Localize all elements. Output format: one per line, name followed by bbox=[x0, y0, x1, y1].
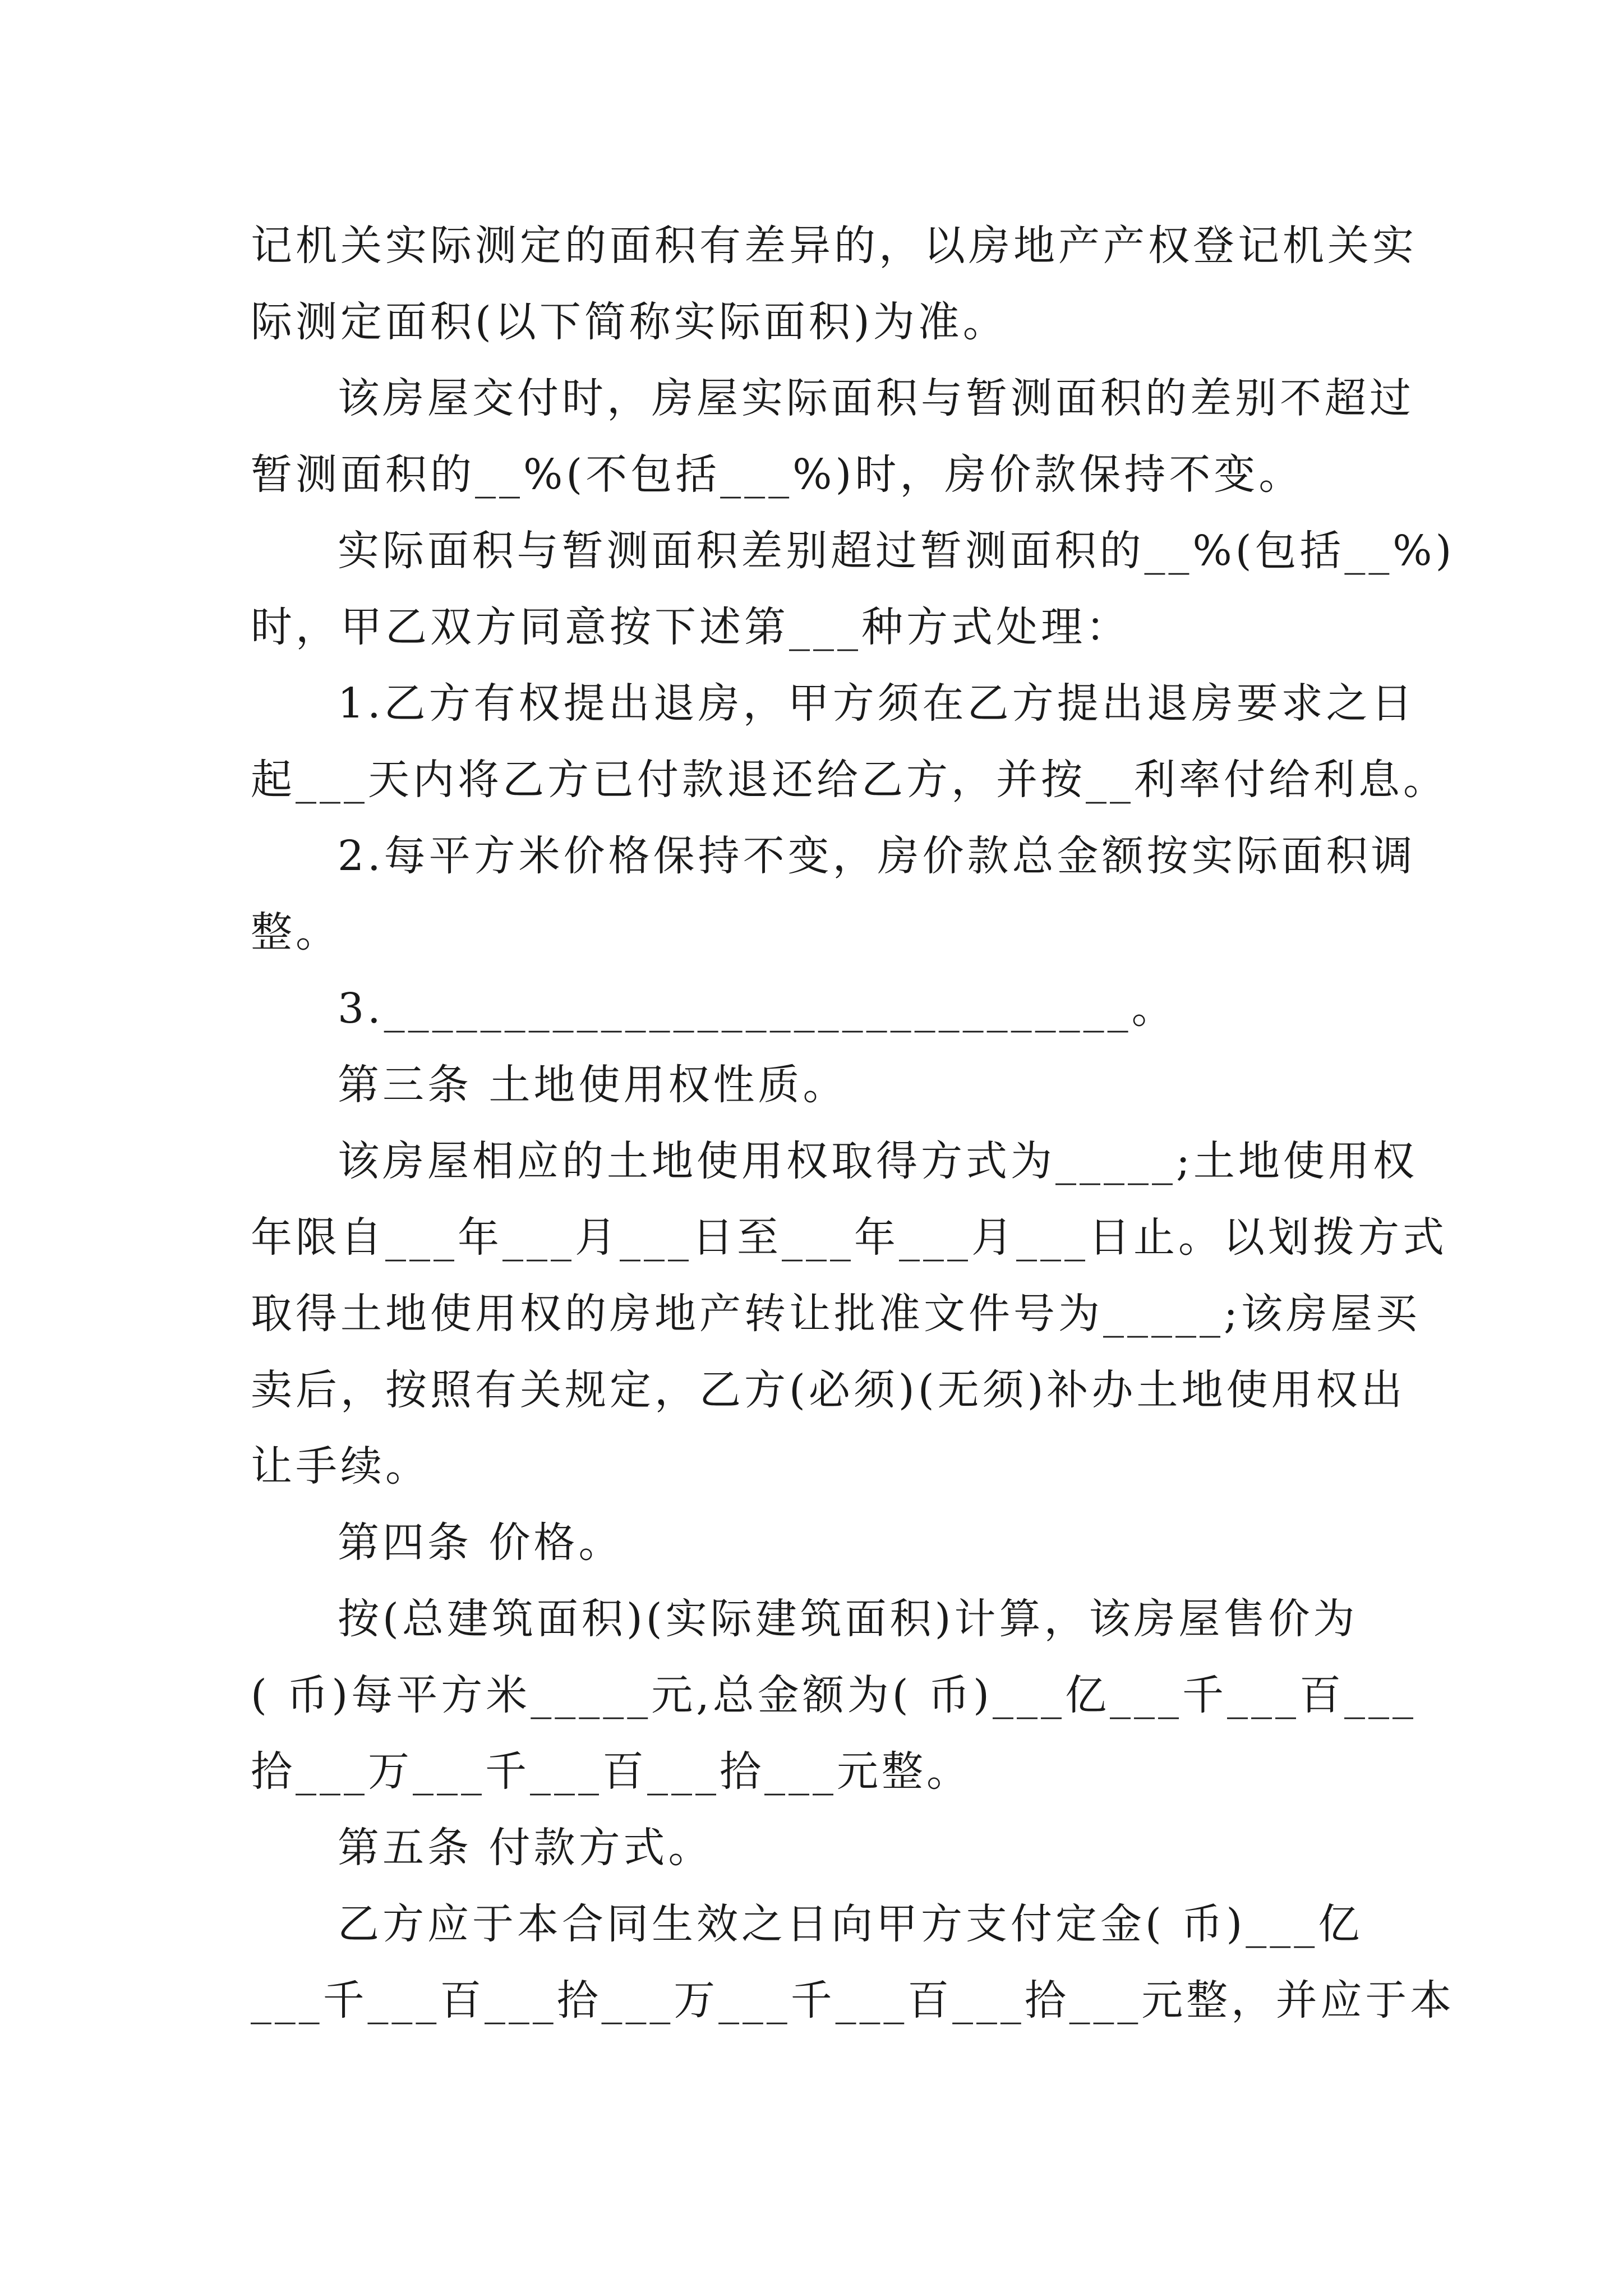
section-heading: 第三条 土地使用权性质。 bbox=[338, 1061, 848, 1109]
text-line: 1.乙方有权提出退房，甲方须在乙方提出退房要求之日 bbox=[338, 679, 1416, 728]
text-line: 3._______________________________。 bbox=[338, 984, 1177, 1033]
text-line: ( 币)每平方米_____元,总金额为( 币)___亿___千___百___ bbox=[251, 1671, 1417, 1719]
text-line: 该房屋交付时，房屋实际面积与暂测面积的差别不超过 bbox=[338, 374, 1414, 422]
text-line: 2.每平方米价格保持不变，房价款总金额按实际面积调 bbox=[338, 832, 1416, 880]
text-line: 乙方应于本合同生效之日向甲方支付定金( 币)___亿 bbox=[338, 1900, 1363, 1948]
text-line: 记机关实际测定的面积有差异的，以房地产产权登记机关实 bbox=[251, 222, 1417, 270]
section-heading: 第五条 付款方式。 bbox=[338, 1824, 713, 1872]
text-line: 实际面积与暂测面积差别超过暂测面积的__%(包括__%) bbox=[338, 527, 1455, 575]
text-line: 卖后，按照有关规定，乙方(必须)(无须)补办土地使用权出 bbox=[251, 1366, 1406, 1414]
text-line: ___千___百___拾___万___千___百___拾___元整，并应于本 bbox=[251, 1976, 1455, 2024]
text-line: 拾___万___千___百___拾___元整。 bbox=[251, 1747, 971, 1796]
text-line: 年限自___年___月___日至___年___月___日止。以划拨方式 bbox=[251, 1213, 1447, 1262]
text-line: 取得土地使用权的房地产转让批准文件号为_____;该房屋买 bbox=[251, 1290, 1421, 1338]
text-line: 暂测面积的__%(不包括___%)时，房价款保持不变。 bbox=[251, 450, 1304, 499]
text-line: 让手续。 bbox=[251, 1442, 430, 1490]
text-line: 该房屋相应的土地使用权取得方式为_____;土地使用权 bbox=[338, 1137, 1418, 1185]
text-line: 时，甲乙双方同意按下述第___种方式处理： bbox=[251, 603, 1131, 651]
text-line: 际测定面积(以下简称实际面积)为准。 bbox=[251, 298, 1008, 346]
text-line: 按(总建筑面积)(实际建筑面积)计算，该房屋售价为 bbox=[338, 1595, 1358, 1643]
text-line: 起___天内将乙方已付款退还给乙方，并按__利率付给利息。 bbox=[251, 756, 1448, 804]
text-line: 整。 bbox=[251, 908, 340, 956]
section-heading: 第四条 价格。 bbox=[338, 1519, 624, 1567]
